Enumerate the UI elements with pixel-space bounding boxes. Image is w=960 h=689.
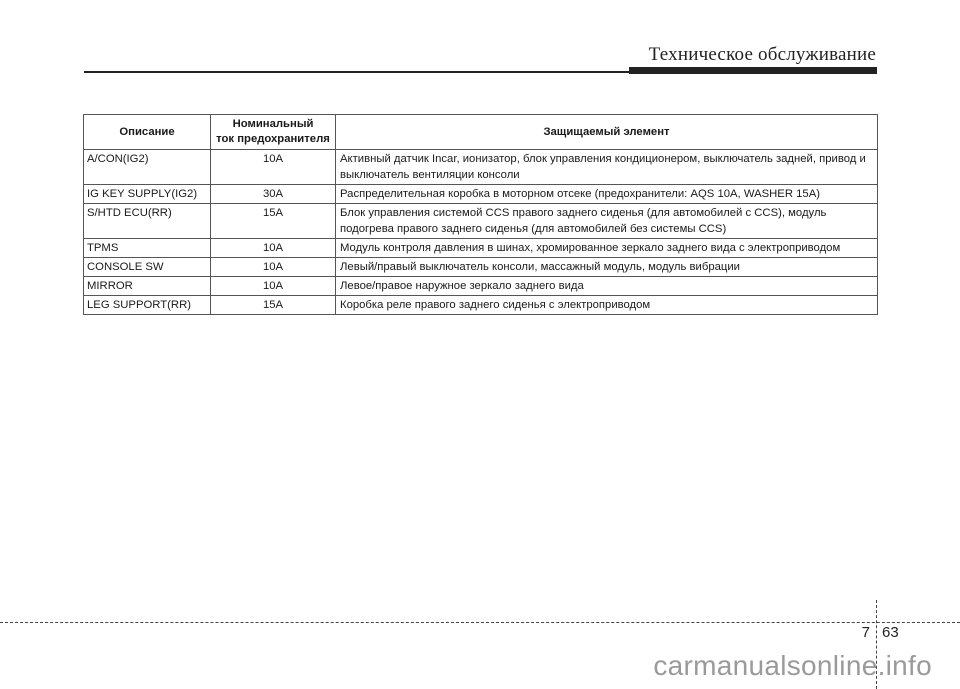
column-header-rating	[211, 115, 336, 150]
protected-element: Модуль контроля давления в шинах, хромированное зеркало заднего вида с электроприводом	[336, 239, 878, 258]
section-title: Техническое обслуживание	[648, 44, 876, 65]
fuse-rating: 15A	[211, 296, 336, 315]
column-header-rating-line1: Номинальный	[232, 118, 314, 130]
fuse-description: IG KEY SUPPLY(IG2)	[84, 185, 211, 204]
protected-element: Коробка реле правого заднего сиденья с электроприводом	[336, 296, 878, 315]
column-header-element: Защищаемый элемент	[336, 115, 878, 150]
fuse-description: CONSOLE SW	[84, 258, 211, 277]
table-row	[84, 150, 878, 185]
table-header-row	[84, 115, 878, 150]
fuse-description: LEG SUPPORT(RR)	[84, 296, 211, 315]
table-row	[84, 296, 878, 315]
fuse-table	[83, 114, 878, 315]
protected-element: Распределительная коробка в моторном отсеке (предохранители: AQS 10A, WASHER 15A)	[336, 185, 878, 204]
table-row	[84, 277, 878, 296]
fuse-rating: 10A	[211, 239, 336, 258]
table-row	[84, 185, 878, 204]
fuse-rating: 10A	[211, 258, 336, 277]
header-rule-accent	[629, 67, 877, 74]
fuse-rating: 10A	[211, 277, 336, 296]
fuse-rating: 15A	[211, 204, 336, 239]
watermark: carmanualsonline.info	[653, 650, 932, 681]
column-header-rating-line2: ток предохранителя	[216, 133, 330, 145]
fuse-description: TPMS	[84, 239, 211, 258]
table-row	[84, 204, 878, 239]
protected-element: Левый/правый выключатель консоли, массажный модуль, модуль вибрации	[336, 258, 878, 277]
header-rule	[84, 71, 629, 73]
column-header-description: Описание	[84, 115, 211, 150]
fuse-rating: 30A	[211, 185, 336, 204]
fuse-description: S/HTD ECU(RR)	[84, 204, 211, 239]
fuse-description: MIRROR	[84, 277, 211, 296]
fuse-rating: 10A	[211, 150, 336, 185]
table-row	[84, 239, 878, 258]
page-number: 63	[882, 624, 899, 641]
protected-element: Левое/правое наружное зеркало заднего вида	[336, 277, 878, 296]
protected-element: Активный датчик Incar, ионизатор, блок управления кондиционером, выключатель задней, привод и выключатель вентиляции консоли	[336, 150, 878, 185]
chapter-number: 7	[861, 624, 870, 641]
fuse-description: A/CON(IG2)	[84, 150, 211, 185]
protected-element: Блок управления системой CCS правого заднего сиденья (для автомобилей с CCS), модуль подогрева правого заднего сиденья (для автомобилей без системы CCS)	[336, 204, 878, 239]
footer-divider	[0, 622, 960, 623]
table-row	[84, 258, 878, 277]
